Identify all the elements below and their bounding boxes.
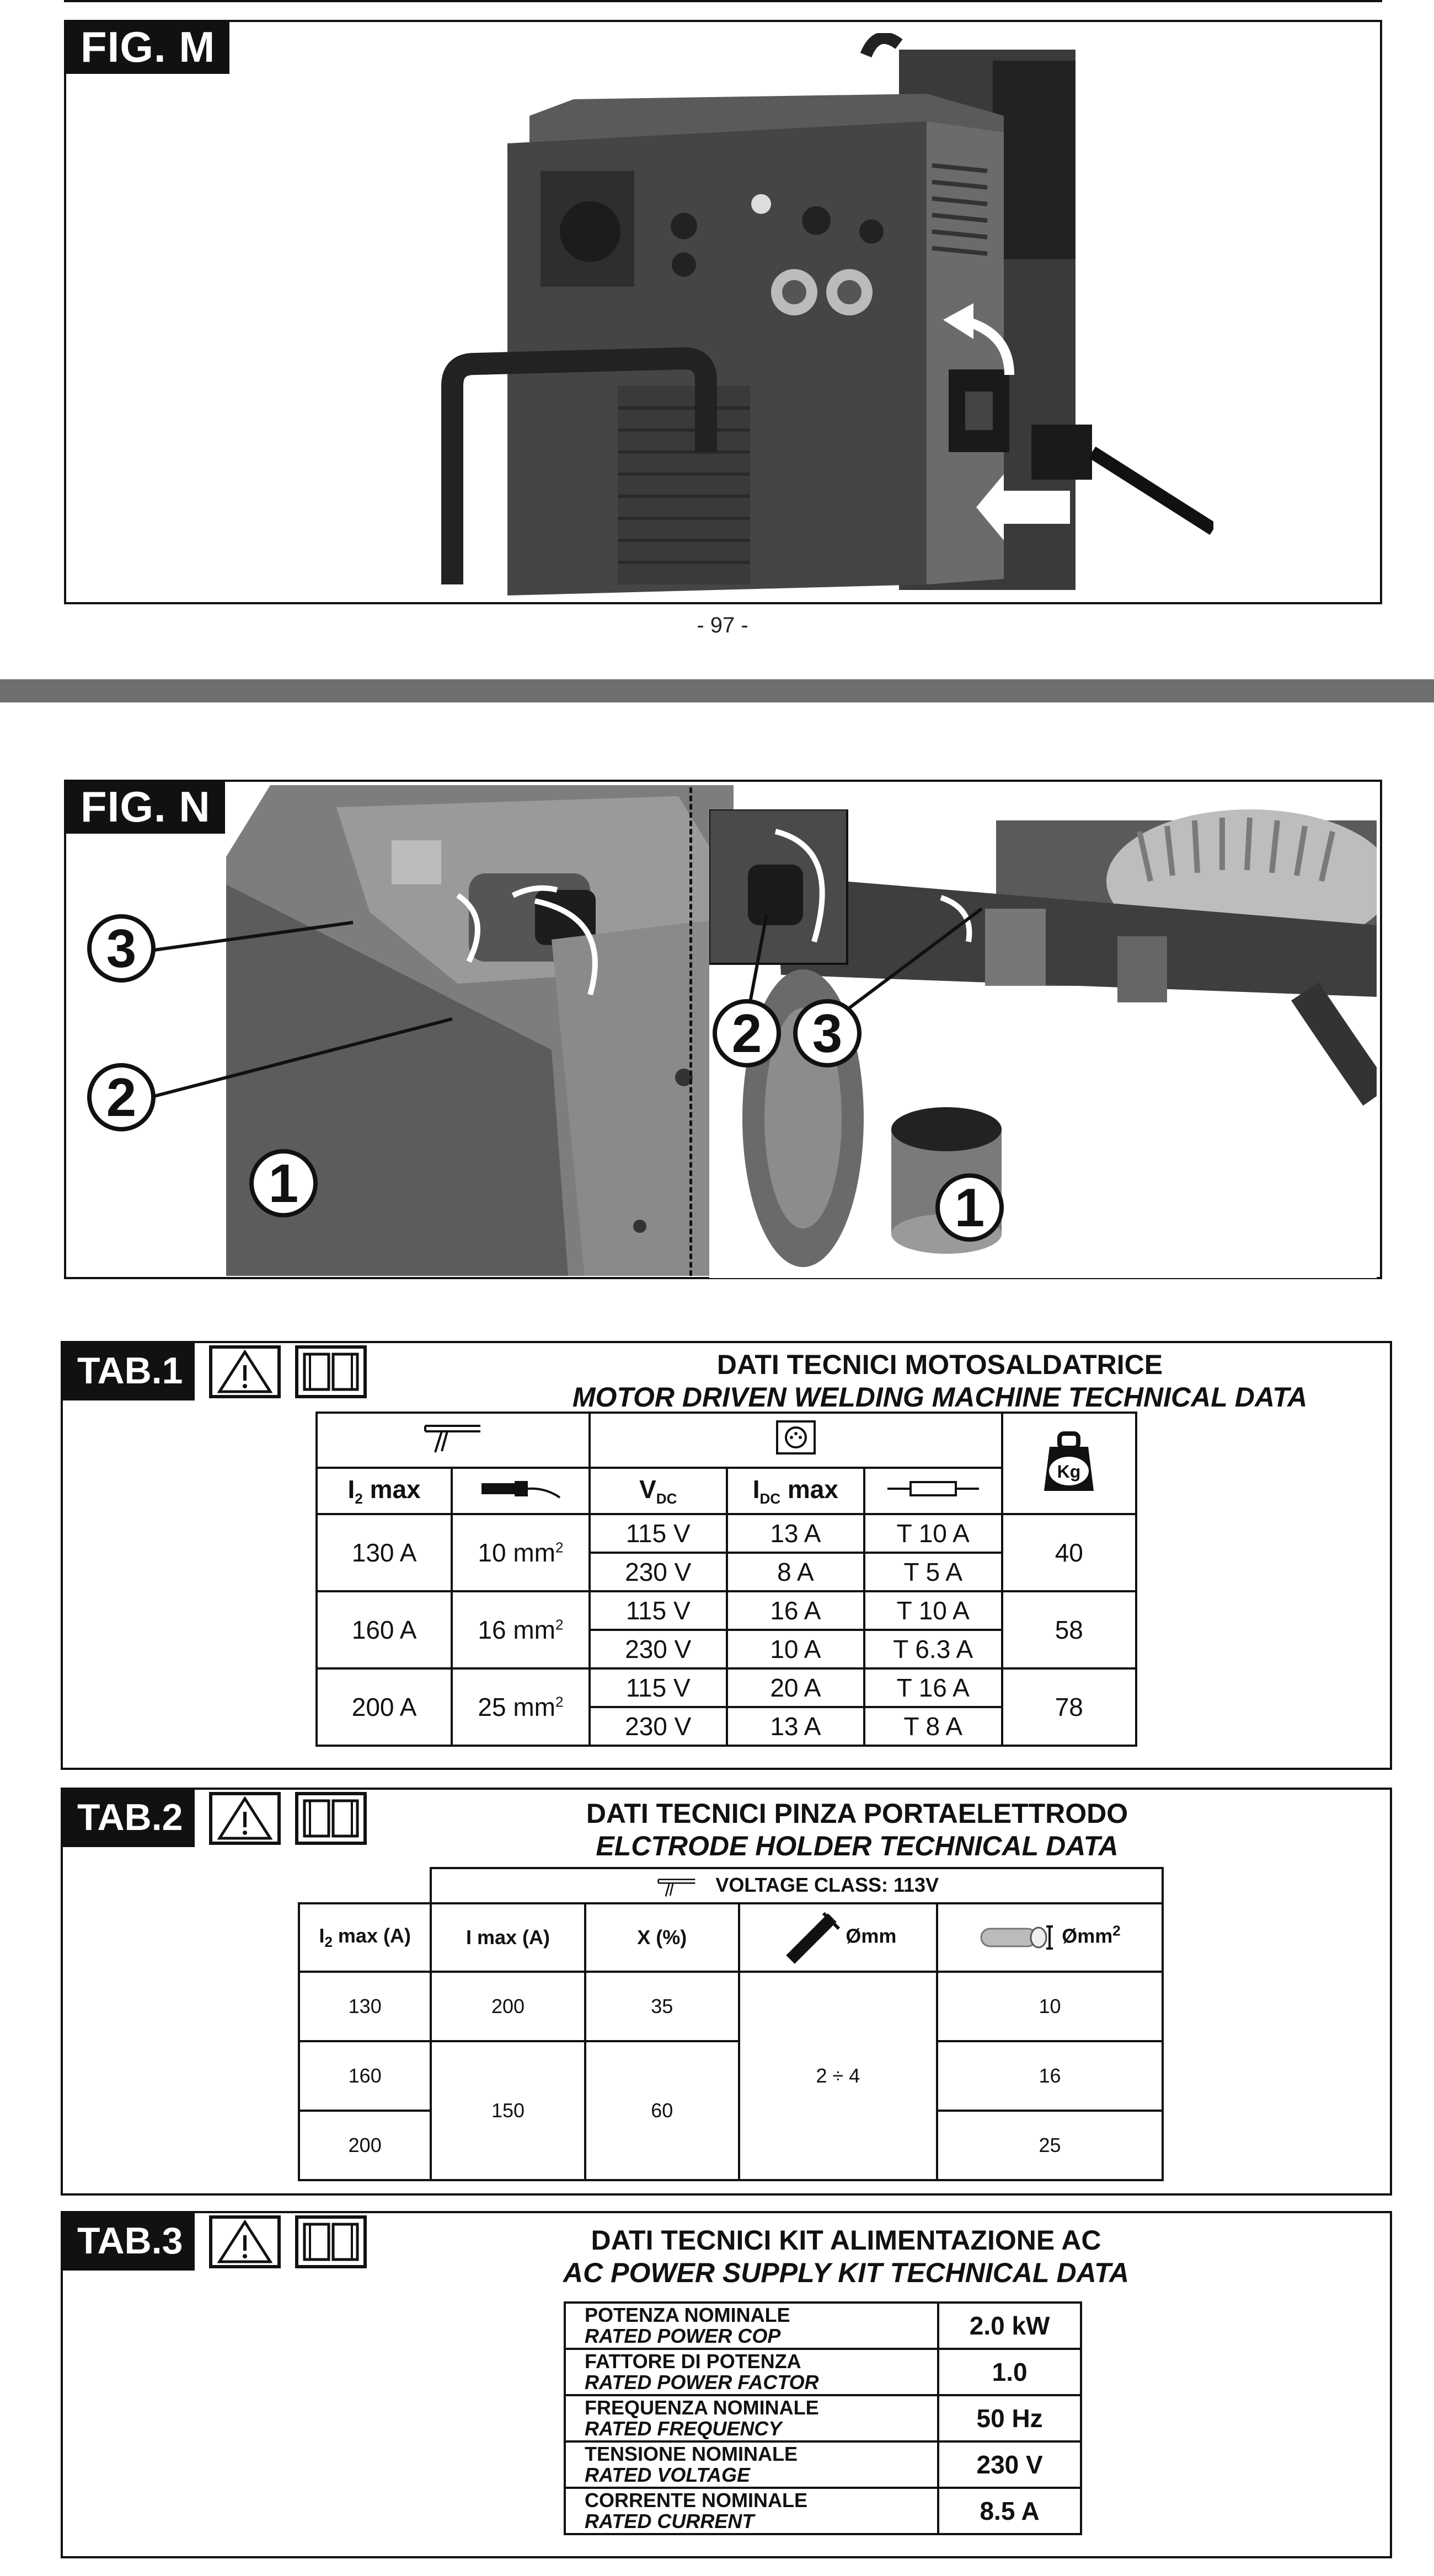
tab1-header-idc-sub: DC <box>759 1490 781 1507</box>
tab3-row1-label <box>565 2303 938 2349</box>
tab2-header <box>63 1790 367 1847</box>
electrode-rod-icon <box>779 1910 846 1965</box>
tab3-row3-label-it: FREQUENZA NOMINALE <box>585 2396 819 2419</box>
tab2-header-x: X (%) <box>585 1903 739 1972</box>
power-socket-icon <box>774 1418 818 1457</box>
tab1-table <box>315 1412 1137 1747</box>
tab1-header-vdc <box>590 1468 727 1514</box>
tab3-row5-label-en: RATED CURRENT <box>585 2510 755 2532</box>
tab2-imax-merged: 150 <box>431 2041 585 2180</box>
weight-kg-text: Kg <box>1057 1461 1081 1482</box>
tab1-row3-weight: 78 <box>1002 1668 1136 1746</box>
tab1-title-it: DATI TECNICI MOTOSALDATRICE <box>716 1349 1163 1380</box>
tab3-row4-value: 230 V <box>938 2441 1081 2488</box>
tab1-row1-cable-sup: 2 <box>555 1539 564 1556</box>
fig-m-label: FIG. M <box>66 22 229 74</box>
tab1-row2b-vdc: 230 V <box>590 1630 727 1668</box>
warning-icon <box>209 1345 281 1398</box>
tab1-row1a-vdc: 115 V <box>590 1514 727 1553</box>
page-separator <box>0 679 1434 702</box>
tab1-row3b-fuse: T 8 A <box>864 1707 1002 1746</box>
tab1-aux-group-header <box>590 1413 1002 1468</box>
tab1-welding-group-header <box>317 1413 590 1468</box>
tab2-header-electrode <box>739 1903 937 1972</box>
tab3-label: TAB.3 <box>63 2213 195 2271</box>
tab1-row3b-vdc: 230 V <box>590 1707 727 1746</box>
tab3-row2-label-en: RATED POWER FACTOR <box>585 2371 819 2393</box>
page-number-97: - 97 - <box>697 613 748 637</box>
tab3-title-it: DATI TECNICI KIT ALIMENTAZIONE AC <box>591 2225 1101 2256</box>
fig-n-left-callout-3: 3 <box>87 914 156 983</box>
tab2-header-i2max-rest: max (A) <box>332 1924 411 1947</box>
tab2-header-cable-text: Ømm <box>1062 1924 1113 1947</box>
tab1-row3a-idc: 20 A <box>727 1668 864 1707</box>
fig-n-left-callout-2: 2 <box>87 1063 156 1131</box>
tab1-row1-i2max: 130 A <box>317 1514 452 1591</box>
tab1-row3-cable-value: 25 mm <box>478 1693 555 1721</box>
tab1-row1-cable-value: 10 mm <box>478 1538 555 1567</box>
tab1-row1b-fuse: T 5 A <box>864 1553 1002 1591</box>
tab3-row5-label-it: CORRENTE NOMINALE <box>585 2489 807 2512</box>
tab2-corner-empty <box>299 1868 431 1903</box>
tab2-title <box>504 1797 1210 1863</box>
tab2-row1-cable: 10 <box>937 1972 1163 2041</box>
tab3-row3-label <box>565 2395 938 2441</box>
tab1-row2-cable <box>452 1591 589 1668</box>
tab2-voltage-class-header <box>431 1868 1163 1903</box>
tab3-row4-label-en: RATED VOLTAGE <box>585 2464 750 2486</box>
manual-book-icon <box>295 2215 367 2268</box>
tab1-header-idc-main: I <box>752 1474 760 1504</box>
fig-n-label: FIG. N <box>66 782 225 834</box>
fig-n-frame <box>64 780 1382 1279</box>
tab2-header-cable-sup: 2 <box>1112 1922 1121 1939</box>
tab1-header-i2max-main: I <box>347 1474 355 1504</box>
tab2-electrode-range: 2 ÷ 4 <box>739 1972 937 2180</box>
tab1-header-fuse <box>864 1468 1002 1514</box>
tab1-row3-i2max: 200 A <box>317 1668 452 1746</box>
tab1-row3a-vdc: 115 V <box>590 1668 727 1707</box>
tab3-row5-label <box>565 2488 938 2534</box>
tab2-title-en: ELCTRODE HOLDER TECHNICAL DATA <box>596 1831 1119 1861</box>
tab3-row1-value: 2.0 kW <box>938 2303 1081 2349</box>
tab1-title <box>515 1349 1365 1414</box>
tab1-row1a-fuse: T 10 A <box>864 1514 1002 1553</box>
tab2-row1-i2max: 130 <box>299 1972 431 2041</box>
tab1-row2b-idc: 10 A <box>727 1630 864 1668</box>
tab1-row1-cable <box>452 1514 589 1591</box>
warning-icon <box>209 2215 281 2268</box>
tab2-header-i2max <box>299 1903 431 1972</box>
tab1-row2-cable-value: 16 mm <box>478 1616 555 1644</box>
tab3-row4-label-it: TENSIONE NOMINALE <box>585 2443 798 2466</box>
tab3-header <box>63 2213 367 2271</box>
tab1-weight-header <box>1002 1413 1136 1514</box>
tab2-voltage-class: VOLTAGE CLASS: 113V <box>715 1874 939 1897</box>
tab1-header-vdc-main: V <box>639 1474 656 1504</box>
cable-section-icon <box>979 1921 1062 1954</box>
weight-kg-icon <box>1033 1425 1105 1496</box>
tab1-header <box>63 1343 367 1400</box>
tab3-row3-label-en: RATED FREQUENCY <box>585 2417 782 2440</box>
tab3-title <box>515 2224 1177 2289</box>
tab1-row3-cable <box>452 1668 589 1746</box>
tab1-row2a-vdc: 115 V <box>590 1591 727 1630</box>
tab2-row2-i2max: 160 <box>299 2041 431 2111</box>
tab3-row2-label-it: FATTORE DI POTENZA <box>585 2350 801 2373</box>
tab3-row5-value: 8.5 A <box>938 2488 1081 2534</box>
warning-icon <box>209 1792 281 1845</box>
fig-m-generator-illustration <box>375 33 1213 595</box>
tab2-title-it: DATI TECNICI PINZA PORTAELETTRODO <box>586 1798 1128 1829</box>
tab1-row2-weight: 58 <box>1002 1591 1136 1668</box>
tab2-row1-imax: 200 <box>431 1972 585 2041</box>
tab1-label: TAB.1 <box>63 1343 195 1400</box>
tab1-header-cable <box>452 1468 589 1514</box>
tab1-row2b-fuse: T 6.3 A <box>864 1630 1002 1668</box>
tab1-header-vdc-sub: DC <box>656 1490 677 1507</box>
tab3-row2-label <box>565 2349 938 2395</box>
tab1-row3-cable-sup: 2 <box>555 1693 564 1710</box>
fig-n-right-callout-1: 1 <box>935 1173 1004 1242</box>
tab2-header-imax: I max (A) <box>431 1903 585 1972</box>
tab1-header-i2max-sub: 2 <box>355 1490 363 1507</box>
tab3-row3-value: 50 Hz <box>938 2395 1081 2441</box>
top-rule <box>64 0 1382 2</box>
fig-n-right-callout-3: 3 <box>793 999 862 1067</box>
tab1-row1b-idc: 8 A <box>727 1553 864 1591</box>
tab2-row2-cable: 16 <box>937 2041 1163 2111</box>
fig-m-frame <box>64 20 1382 604</box>
tab2-header-i2max-sub: 2 <box>324 1934 333 1951</box>
tab3-table <box>564 2301 1082 2535</box>
tab1-header-i2max-rest: max <box>362 1474 421 1504</box>
tab2-header-electrode-text: Ømm <box>846 1924 897 1947</box>
tab1-title-en: MOTOR DRIVEN WELDING MACHINE TECHNICAL DATA <box>572 1382 1308 1413</box>
manual-book-icon <box>295 1792 367 1845</box>
tab1-row1b-vdc: 230 V <box>590 1553 727 1591</box>
tab2-label: TAB.2 <box>63 1790 195 1847</box>
welding-torch-icon <box>420 1418 486 1457</box>
tab1-frame <box>61 1341 1392 1770</box>
tab1-row3b-idc: 13 A <box>727 1707 864 1746</box>
tab3-title-en: AC POWER SUPPLY KIT TECHNICAL DATA <box>563 2257 1129 2288</box>
tab1-header-idc-rest: max <box>780 1474 838 1504</box>
tab2-row3-i2max: 200 <box>299 2111 431 2180</box>
fig-n-right-callout-2: 2 <box>713 999 781 1067</box>
tab1-row2a-fuse: T 10 A <box>864 1591 1002 1630</box>
tab1-row2a-idc: 16 A <box>727 1591 864 1630</box>
fuse-icon <box>886 1478 980 1500</box>
tab3-row1-label-en: RATED POWER COP <box>585 2325 781 2347</box>
tab2-header-cable <box>937 1903 1163 1972</box>
tab1-row1a-idc: 13 A <box>727 1514 864 1553</box>
tab1-row2-cable-sup: 2 <box>555 1616 564 1633</box>
tab3-frame <box>61 2211 1392 2558</box>
fig-n-left-callout-1: 1 <box>249 1149 318 1217</box>
tab1-row3a-fuse: T 16 A <box>864 1668 1002 1707</box>
tab1-header-idc <box>727 1468 864 1514</box>
tab2-frame <box>61 1788 1392 2196</box>
electrode-cable-icon <box>479 1478 562 1500</box>
tab3-row4-label <box>565 2441 938 2488</box>
tab1-row1-weight: 40 <box>1002 1514 1136 1591</box>
tab2-row1-x: 35 <box>585 1972 739 2041</box>
tab2-x-merged: 60 <box>585 2041 739 2180</box>
tab1-row2-i2max: 160 A <box>317 1591 452 1668</box>
tab3-row2-value: 1.0 <box>938 2349 1081 2395</box>
tab3-row1-label-it: POTENZA NOMINALE <box>585 2304 790 2327</box>
fig-n-right-leader-lines <box>66 782 1384 1278</box>
manual-book-icon <box>295 1345 367 1398</box>
tab2-header-i2max-main: I <box>319 1924 325 1947</box>
tab2-row3-cable: 25 <box>937 2111 1163 2180</box>
tab2-table <box>298 1867 1164 2181</box>
tab1-header-i2max <box>317 1468 452 1514</box>
welding-torch-icon <box>655 1876 699 1898</box>
